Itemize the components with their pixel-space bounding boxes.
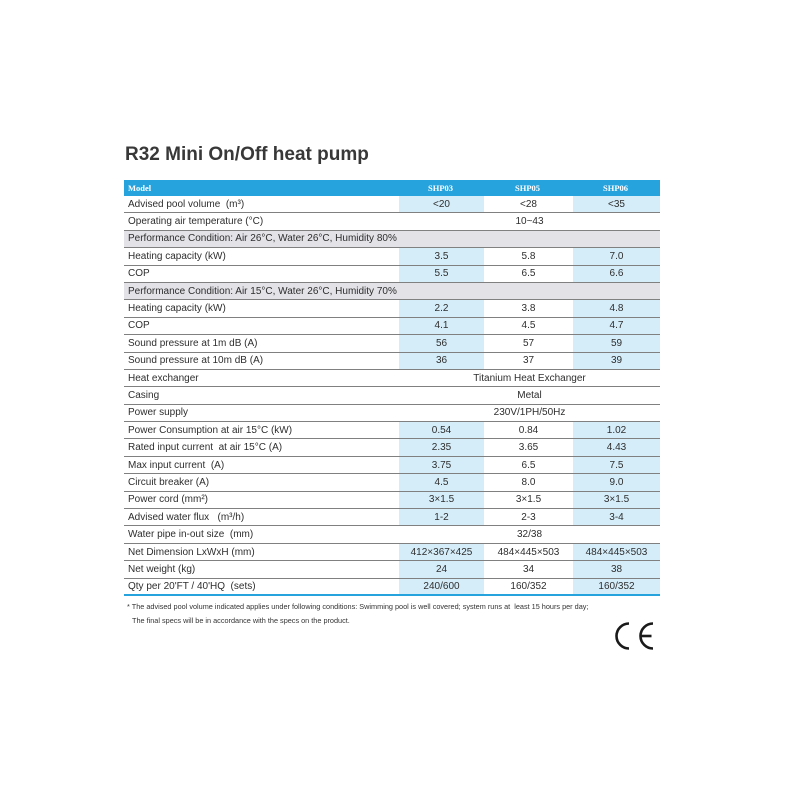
table-row [124,509,660,526]
value-cell-shp03: 1-2 [397,509,484,525]
value-cell-shp03: 3.75 [397,457,484,473]
table-row [124,474,660,491]
value-cell-shp06: 4.8 [571,300,660,316]
merged-value-cell: Metal [397,387,660,403]
table-row [124,439,660,456]
value-cell-shp03: 36 [397,353,484,369]
row-label: Rated input current at air 15°C (A) [128,442,283,454]
value-cell-shp06: 1.02 [571,422,660,438]
value-cell-shp05: 2-3 [484,509,571,525]
row-label: Power cord (mm²) [128,494,209,506]
row-label: COP [128,268,150,280]
value-cell-shp06: 39 [571,353,660,369]
value-cell-shp06: 160/352 [571,579,660,594]
model-header-shp06: SHP06 [602,183,629,193]
row-label: Max input current (A) [128,459,225,471]
value-cell-shp06: 59 [571,335,660,351]
table-row [124,561,660,578]
value-cell-shp05: 3.8 [484,300,571,316]
row-label: Heating capacity (kW) [128,303,226,315]
value-cell-shp05: <28 [484,196,571,212]
row-label: Heating capacity (kW) [128,250,226,262]
table-row [124,335,660,352]
value-cell-shp05: 8.0 [484,474,571,490]
table-row [124,422,660,439]
value-cell-shp06: 7.5 [571,457,660,473]
table-row [124,196,660,213]
merged-value-cell: 32/38 [397,526,660,542]
table-header-row [124,180,660,196]
table-row [124,457,660,474]
table-body [124,196,660,596]
footnotes [127,600,588,628]
value-cell-shp06: 9.0 [571,474,660,490]
table-row [124,370,660,387]
table-row [124,405,660,422]
value-cell-shp05: 6.5 [484,266,571,282]
value-cell-shp05: 3.65 [484,439,571,455]
row-label: Heat exchanger [128,372,199,384]
value-cell-shp06: 4.43 [571,439,660,455]
value-cell-shp06: 3-4 [571,509,660,525]
value-cell-shp03: 56 [397,335,484,351]
value-cell-shp03: 240/600 [397,579,484,594]
value-cell-shp03: 412×367×425 [397,544,484,560]
row-label: Power supply [128,407,189,419]
model-header-shp05: SHP05 [514,183,541,193]
ce-mark-icon [613,620,657,652]
value-cell-shp03: 2.35 [397,439,484,455]
value-cell-shp05: 37 [484,353,571,369]
table-row [124,300,660,317]
value-cell-shp05: 484×445×503 [484,544,571,560]
value-cell-shp05: 3×1.5 [484,492,571,508]
table-row [124,526,660,543]
value-cell-shp05: 6.5 [484,457,571,473]
value-cell-shp03: 0.54 [397,422,484,438]
section-label: Performance Condition: Air 15°C, Water 26°C, Humidity 70% [128,285,397,297]
value-cell-shp06: 38 [571,561,660,577]
model-header-shp03: SHP03 [427,183,454,193]
value-cell-shp06: 7.0 [571,248,660,264]
row-label: COP [128,320,150,332]
value-cell-shp05: 0.84 [484,422,571,438]
value-cell-shp03: 3.5 [397,248,484,264]
value-cell-shp06: 3×1.5 [571,492,660,508]
table-row [124,318,660,335]
value-cell-shp06: 484×445×503 [571,544,660,560]
table-row [124,353,660,370]
value-cell-shp05: 34 [484,561,571,577]
row-label: Sound pressure at 1m dB (A) [128,337,258,349]
row-label: Net weight (kg) [128,563,196,575]
page-title: R32 Mini On/Off heat pump [125,144,369,165]
value-cell-shp03: 4.5 [397,474,484,490]
row-label: Sound pressure at 10m dB (A) [128,355,264,367]
value-cell-shp03: <20 [397,196,484,212]
row-label: Net Dimension LxWxH (mm) [128,546,255,558]
table-row [124,266,660,283]
value-cell-shp06: 6.6 [571,266,660,282]
table-row [124,387,660,404]
row-label: Operating air temperature (°C) [128,216,264,228]
spec-table [124,180,660,596]
table-row [124,248,660,265]
row-label: Casing [128,389,160,401]
value-cell-shp03: 3×1.5 [397,492,484,508]
section-row [124,283,660,300]
value-cell-shp06: <35 [571,196,660,212]
row-label: Water pipe in-out size (mm) [128,529,254,541]
merged-value-cell: Titanium Heat Exchanger [397,370,660,386]
footnote: * The advised pool volume indicated applies under following conditions: Swimming pool is well covered; system runs at least 15 hours per day; [127,602,589,611]
value-cell-shp05: 57 [484,335,571,351]
value-cell-shp03: 4.1 [397,318,484,334]
footnote: The final specs will be in accordance with the specs on the product. [132,616,350,625]
table-row [124,492,660,509]
value-cell-shp06: 4.7 [571,318,660,334]
row-label: Qty per 20'FT / 40'HQ (sets) [128,580,256,592]
value-cell-shp05: 160/352 [484,579,571,594]
row-label: Power Consumption at air 15°C (kW) [128,424,293,436]
table-row [124,579,660,596]
header-model-label: Model [128,183,152,193]
value-cell-shp05: 5.8 [484,248,571,264]
table-row [124,544,660,561]
value-cell-shp03: 2.2 [397,300,484,316]
value-cell-shp03: 24 [397,561,484,577]
merged-value-cell: 10~43 [397,213,660,229]
row-label: Advised water flux (m³/h) [128,511,245,523]
value-cell-shp03: 5.5 [397,266,484,282]
value-cell-shp05: 4.5 [484,318,571,334]
row-label: Circuit breaker (A) [128,476,210,488]
section-label: Performance Condition: Air 26°C, Water 26°C, Humidity 80% [128,233,397,245]
table-row [124,213,660,230]
ce-mark-c-stroke [617,624,630,649]
row-label: Advised pool volume (m³) [128,198,245,210]
section-row [124,231,660,248]
merged-value-cell: 230V/1PH/50Hz [397,405,660,421]
